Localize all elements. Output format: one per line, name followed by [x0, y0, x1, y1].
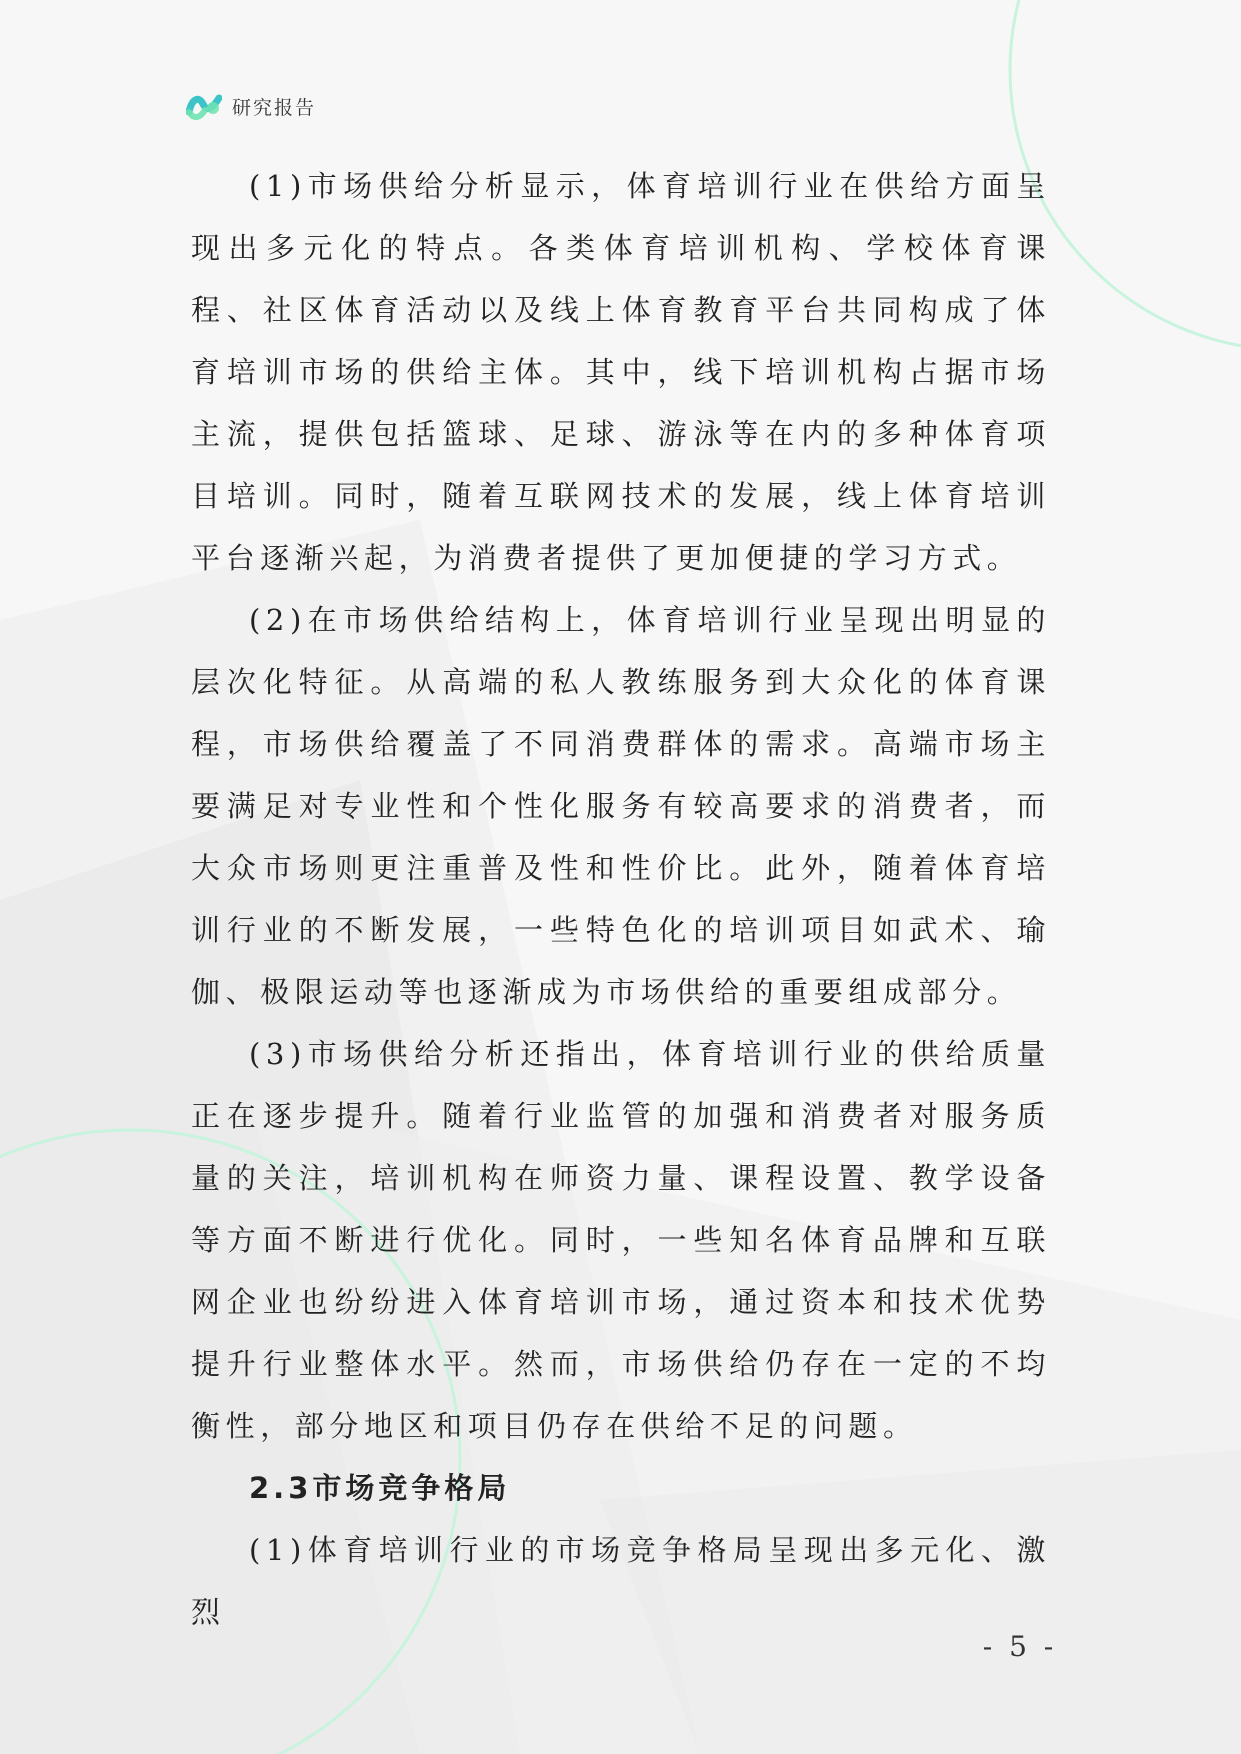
page-number: - 5 -	[982, 1630, 1058, 1663]
brand-logo-icon	[186, 90, 222, 122]
section-heading: 2.3市场竞争格局	[249, 1471, 511, 1505]
paragraph-1: (1)市场供给分析显示，体育培训行业在供给方面呈现出多元化的特点。各类体育培训机构、学校体育课程、社区体育活动以及线上体育教育平台共同构成了体育培训市场的供给主体。其中，线下培训机构占据市场主流，提供包括篮球、足球、游泳等在内的多种体育项目培训。同时，随着互联网技术的发展，线上体育培训平台逐渐兴起，为消费者提供了更加便捷的学习方式。	[191, 169, 1051, 575]
report-header	[186, 88, 316, 124]
header-title: 研究报告	[232, 96, 317, 119]
paragraph-2: (2)在市场供给结构上，体育培训行业呈现出明显的层次化特征。从高端的私人教练服务到大众化的体育课程，市场供给覆盖了不同消费群体的需求。高端市场主要满足对专业性和个性化服务有较高要求的消费者，而大众市场则更注重普及性和性价比。此外，随着体育培训行业的不断发展，一些特色化的培训项目如武术、瑜伽、极限运动等也逐渐成为市场供给的重要组成部分。	[191, 603, 1051, 1009]
report-body	[191, 155, 1051, 1643]
paragraph-4: (1)体育培训行业的市场竞争格局呈现出多元化、激烈	[191, 1533, 1051, 1629]
paragraph-3: (3)市场供给分析还指出，体育培训行业的供给质量正在逐步提升。随着行业监管的加强和消费者对服务质量的关注，培训机构在师资力量、课程设置、教学设备等方面不断进行优化。同时，一些知名体育品牌和互联网企业也纷纷进入体育培训市场，通过资本和技术优势提升行业整体水平。然而，市场供给仍存在一定的不均衡性，部分地区和项目仍存在供给不足的问题。	[191, 1037, 1051, 1443]
